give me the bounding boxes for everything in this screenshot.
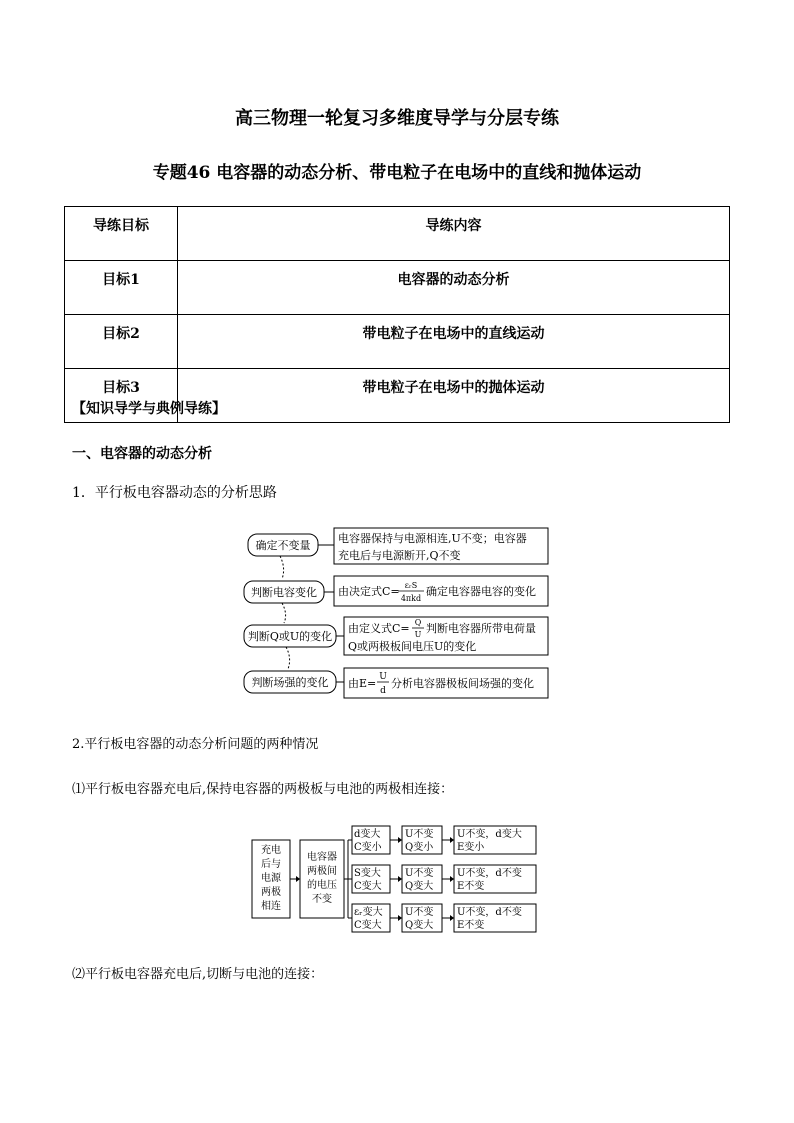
diagram-mid-text: 不变: [312, 894, 332, 905]
diagram-cell: C变大: [354, 881, 382, 892]
diagram-cell: C变大: [354, 920, 382, 931]
item-heading: 2.平行板电容器的动态分析问题的两种情况: [72, 737, 319, 752]
flow-note: 电容器保持与电源相连,U不变；电容器: [338, 532, 527, 545]
flow-step: 判断场强的变化: [251, 676, 329, 689]
document-title: 高三物理一轮复习多维度导学与分层专练: [235, 108, 559, 129]
diagram-cell: E不变: [457, 881, 485, 892]
diagram-start-text: 后与: [261, 859, 281, 870]
table-row: [65, 261, 730, 315]
goals-table: [64, 206, 730, 423]
diagram-cell: C变小: [354, 842, 382, 853]
document-subtitle: 专题46 电容器的动态分析、带电粒子在电场中的直线和抛体运动: [152, 163, 642, 183]
table-cell: 带电粒子在电场中的直线运动: [178, 315, 730, 369]
diagram-cell: U不变: [405, 907, 434, 918]
knowledge-header: 【知识导学与典例导练】: [72, 401, 226, 417]
diagram-mid-text: 两极间: [307, 866, 337, 877]
flow-step: 确定不变量: [255, 539, 311, 552]
diagram-cell: E不变: [457, 920, 485, 931]
diagram-cell: U不变，d不变: [457, 907, 522, 918]
table-cell: 目标2: [65, 315, 178, 369]
case-heading: ⑴平行板电容器充电后,保持电容器的两极板与电池的两极相连接：: [72, 782, 454, 797]
flow-note: 充电后与电源断开,Q不变: [338, 549, 461, 562]
flow-step: 判断电容变化: [251, 586, 317, 599]
connected-case-diagram: [250, 818, 550, 940]
flow-note: 由定义式C=: [348, 622, 410, 635]
diagram-cell: U不变: [405, 829, 434, 840]
flow-step: 判断Q或U的变化: [247, 630, 333, 643]
table-row: [65, 315, 730, 369]
diagram-cell: Q变小: [405, 842, 434, 853]
flow-note: 确定电容器电容的变化: [426, 585, 536, 598]
diagram-cell: Q变大: [405, 920, 434, 931]
item-heading: 1．平行板电容器动态的分析思路: [72, 485, 277, 501]
diagram-cell: d变大: [354, 829, 381, 840]
flow-note: 判断电容器所带电荷量: [426, 622, 536, 635]
formula-numerator: Q: [414, 618, 422, 627]
diagram-start-text: 充电: [261, 845, 281, 856]
diagram-cell: Q变大: [405, 881, 434, 892]
formula-denominator: 4πkd: [400, 594, 422, 603]
case-heading: ⑵平行板电容器充电后,切断与电池的连接：: [72, 967, 324, 982]
flow-note: Q或两极板间电压U的变化: [348, 640, 477, 653]
table-cell: 目标3: [65, 369, 178, 423]
diagram-cell: E变小: [457, 842, 485, 853]
table-cell: 电容器的动态分析: [178, 261, 730, 315]
diagram-mid-text: 的电压: [307, 880, 337, 891]
formula-numerator: U: [379, 672, 387, 682]
diagram-start-text: 相连: [261, 901, 281, 912]
diagram-start-text: 电源: [261, 873, 281, 884]
flow-note: 分析电容器极板间场强的变化: [391, 677, 534, 690]
flow-note: 由E=: [348, 677, 377, 690]
table-header-row: [65, 207, 730, 261]
analysis-flow-diagram: [240, 524, 560, 704]
diagram-cell: U不变，d不变: [457, 868, 522, 879]
table-header-cell: 导练内容: [178, 207, 730, 261]
formula-denominator: U: [414, 630, 422, 639]
diagram-cell: U不变: [405, 868, 434, 879]
table-cell: 带电粒子在电场中的抛体运动: [178, 369, 730, 423]
table-header-cell: 导练目标: [65, 207, 178, 261]
section-heading: 一、电容器的动态分析: [72, 446, 212, 462]
diagram-mid-text: 电容器: [307, 852, 337, 863]
formula-denominator: d: [380, 686, 386, 696]
table-cell: 目标1: [65, 261, 178, 315]
formula-numerator: εᵣS: [404, 581, 418, 590]
flow-note: 由决定式C=: [338, 585, 400, 598]
diagram-cell: S变大: [354, 868, 381, 879]
diagram-cell: U不变，d变大: [457, 829, 522, 840]
diagram-cell: εᵣ变大: [354, 907, 383, 918]
diagram-start-text: 两极: [261, 887, 281, 898]
